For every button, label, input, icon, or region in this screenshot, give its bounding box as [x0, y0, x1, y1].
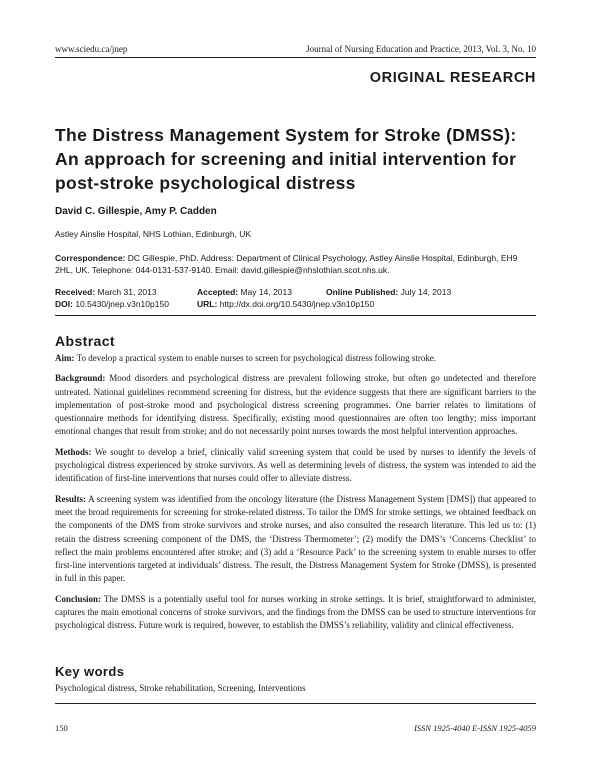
conclusion-label: Conclusion: — [55, 593, 102, 604]
background-text: Mood disorders and psychological distress are prevalent following stroke, but often go undetected and therefore untreated. National guidelines recommend screening for distress, but the evidence suggests that there are significant barriers to the implementation of post-stroke mood and psychological distress screening programmes. One barrier relates to limitations of questionnaire methods for identifying distress. Specifically, existing mood questionnaires are often too lengthy; miss important emotional changes that result from stroke; and do not necessarily point nurses towards the most helpful intervention approaches. — [55, 373, 536, 437]
abstract-aim — [55, 352, 536, 365]
affiliation: Astley Ainslie Hospital, NHS Lothian, Edinburgh, UK — [55, 229, 252, 239]
aim-label: Aim: — [55, 353, 75, 363]
conclusion-text: The DMSS is a potentially useful tool for nurses working in stroke settings. It is brief, straightforward to administer, captures the main emotional concerns of stroke survivors, and the findings from the DMSS can be used to structure interventions for psychological distress. Future work is required, however, to establish the DMSS’s reliability, validity and clinical effectiveness. — [55, 593, 536, 631]
methods-text: We sought to develop a brief, clinically valid screening system that could be used by nurses to identify the levels of psychological distress experienced by stroke survivors. As well as determining levels of distress, the system was intended to aid the identification of first-line interventions that nurses could offer to alleviate distress. — [55, 446, 536, 484]
aim-text: To develop a practical system to enable nurses to screen for psychological distress following stroke. — [76, 353, 437, 363]
correspondence — [55, 252, 536, 276]
journal-citation: Journal of Nursing Education and Practice, 2013, Vol. 3, No. 10 — [306, 44, 536, 54]
accepted-date — [197, 286, 292, 298]
doi — [55, 298, 169, 310]
footer-divider — [55, 703, 536, 704]
abstract-heading: Abstract — [55, 333, 115, 349]
url-link[interactable]: http://dx.doi.org/10.5430/jnep.v3n10p150 — [219, 299, 375, 309]
received-date — [55, 286, 157, 298]
issn: ISSN 1925-4040 E-ISSN 1925-4059 — [413, 723, 536, 733]
abstract-conclusion — [55, 593, 536, 633]
abstract-results — [55, 493, 536, 586]
title-line-1: The Distress Management System for Stroke (DMSS): — [55, 125, 517, 145]
abstract-methods — [55, 446, 536, 486]
accepted-label: Accepted: — [197, 287, 239, 297]
correspondence-text: DC Gillespie, PhD. Address: Department of Clinical Psychology, Astley Ainslie Hospital, Edinburgh, EH9 2HL, UK. Telephone: 044-0131-537-9140. Email: david.gillespie@nhslothian.scot.nhs.uk. — [55, 253, 518, 275]
accepted-value: May 14, 2013 — [240, 287, 292, 297]
journal-url[interactable]: www.sciedu.ca/jnep — [55, 44, 128, 54]
online-date — [326, 286, 451, 298]
page-number: 150 — [55, 723, 68, 733]
dates-divider — [55, 315, 536, 316]
methods-label: Methods: — [55, 446, 92, 457]
received-value: March 31, 2013 — [97, 287, 157, 297]
received-label: Received: — [55, 287, 96, 297]
online-label: Online Published: — [326, 287, 399, 297]
url — [197, 298, 374, 310]
title-line-2: An approach for screening and initial intervention for — [55, 149, 517, 169]
header-divider — [55, 57, 536, 58]
url-label: URL: — [197, 299, 218, 309]
doi-label: DOI: — [55, 299, 73, 309]
authors: David C. Gillespie, Amy P. Cadden — [55, 206, 217, 217]
paper-title — [55, 123, 550, 195]
keywords-heading: Key words — [55, 664, 125, 679]
abstract-background — [55, 372, 536, 438]
keywords-text: Psychological distress, Stroke rehabilitation, Screening, Interventions — [55, 683, 306, 693]
online-value: July 14, 2013 — [400, 287, 452, 297]
abstract-body — [55, 352, 536, 640]
background-label: Background: — [55, 373, 106, 384]
section-label: ORIGINAL RESEARCH — [369, 70, 536, 86]
running-head — [55, 44, 536, 56]
correspondence-label: Correspondence: — [55, 253, 126, 263]
results-text: A screening system was identified from the oncology literature (the Distress Management System [DMS]) that appeared to meet the broad requirements for screening for stroke-related distress. To tailor the DMS for stroke settings, we obtained feedback on the components of the DMS from stroke survivors and stroke nurses, and also consulted the research literature. This led us to: (1) retain the distress screening component of the DMS, the ‘Distress Thermometer’; (2) modify the DMS’s ‘Concerns Checklist’ to reflect the main problems encountered after stroke; and (3) add a ‘Resource Pack’ to the screening system to enable nurses to offer first-line interventions targeted at individuals’ distress. The result, the Distress Management System for Stroke (DMSS), is presented in full in this paper. — [55, 493, 536, 584]
doi-value: 10.5430/jnep.v3n10p150 — [75, 299, 169, 309]
results-label: Results: — [55, 493, 86, 504]
title-line-3: post-stroke psychological distress — [55, 173, 356, 193]
